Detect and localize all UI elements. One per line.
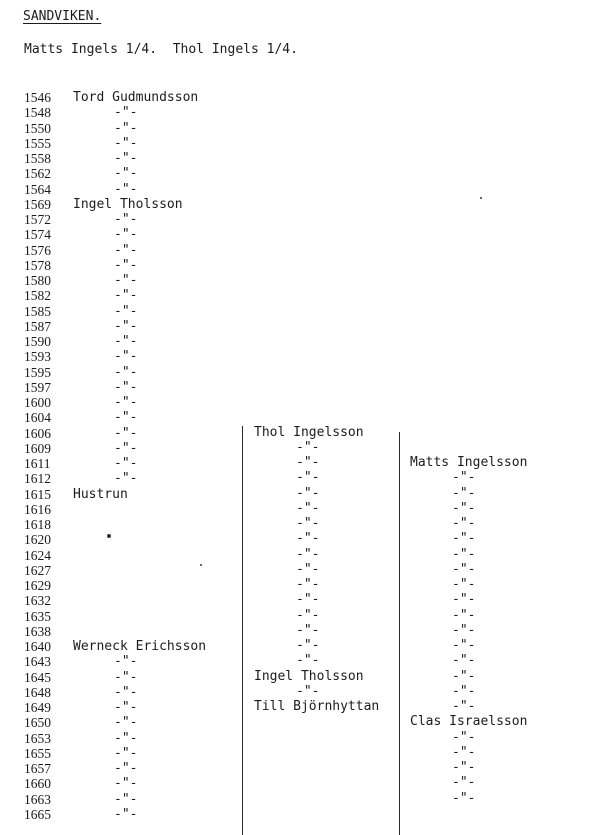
ditto-mark: -"- — [452, 592, 476, 608]
ditto-mark: -"- — [114, 410, 138, 426]
column-divider-1 — [242, 426, 243, 835]
ditto-mark: -"- — [452, 561, 476, 577]
year-entry: 1663 — [24, 791, 51, 807]
year-entry: 1655 — [24, 745, 51, 761]
year-entry: 1620 — [24, 532, 51, 548]
year-entry: 1649 — [24, 700, 51, 715]
ditto-mark: -"- — [114, 242, 138, 258]
ditto-mark: -"- — [114, 334, 138, 349]
year-entry: 1645 — [24, 669, 51, 685]
year-entry: 1657 — [24, 761, 51, 776]
ditto-mark: -"- — [452, 683, 476, 699]
ditto-mark: -"- — [296, 500, 320, 516]
ditto-mark: -"- — [114, 776, 138, 792]
year-entry: 1580 — [24, 273, 51, 288]
ditto-mark: -"- — [452, 470, 476, 486]
year-entry: 1562 — [24, 166, 51, 182]
year-entry: 1618 — [24, 517, 51, 532]
ditto-mark: -"- — [114, 181, 138, 197]
owner-name: Tord Gudmundsson — [73, 90, 199, 105]
year-entry: 1632 — [24, 593, 51, 609]
year-entry: 1600 — [24, 395, 51, 410]
ditto-mark: -"- — [452, 729, 476, 745]
ditto-mark: -"- — [296, 683, 320, 699]
year-entry: 1643 — [24, 654, 51, 670]
year-entry: 1574 — [24, 227, 51, 243]
year-entry: 1611 — [24, 456, 51, 471]
ditto-mark: -"- — [114, 166, 138, 182]
ditto-mark: -"- — [452, 531, 476, 547]
ditto-mark: -"- — [114, 227, 138, 243]
ditto-mark: -"- — [452, 744, 476, 760]
year-entry: 1587 — [24, 318, 51, 334]
ditto-mark: -"- — [296, 516, 320, 531]
ditto-mark: -"- — [114, 791, 138, 807]
year-entry: 1660 — [24, 776, 51, 792]
ditto-mark: -"- — [114, 120, 138, 136]
ditto-mark: -"- — [114, 715, 138, 731]
ditto-mark: -"- — [114, 379, 138, 395]
ditto-mark: -"- — [452, 775, 476, 791]
ownership-shares: Matts Ingels 1/4. Thol Ingels 1/4. — [24, 42, 298, 57]
ditto-mark: -"- — [296, 653, 320, 669]
ditto-mark: -"- — [114, 761, 138, 776]
year-entry: 1624 — [24, 547, 51, 563]
year-entry: 1627 — [24, 562, 51, 578]
year-entry: 1615 — [24, 486, 51, 502]
paper-speck — [200, 564, 202, 566]
ditto-mark: -"- — [452, 500, 476, 516]
ditto-mark: -"- — [452, 790, 476, 806]
ditto-mark: -"- — [296, 577, 320, 592]
ditto-mark: -"- — [452, 607, 476, 623]
year-entry: 1595 — [24, 364, 51, 380]
year-entry: 1629 — [24, 578, 51, 593]
ditto-mark: -"- — [296, 439, 320, 455]
year-entry: 1582 — [24, 288, 51, 304]
ditto-mark: -"- — [114, 456, 138, 471]
year-entry: 1606 — [24, 425, 51, 441]
owner-name: Werneck Erichsson — [73, 639, 207, 654]
year-entry: 1665 — [24, 806, 51, 822]
ditto-mark: -"- — [114, 700, 138, 715]
year-entry: 1604 — [24, 410, 51, 426]
ditto-mark: -"- — [114, 105, 138, 121]
year-entry: 1546 — [24, 90, 51, 105]
paper-speck — [107, 534, 111, 538]
owner-name: Matts Ingelsson — [410, 455, 528, 470]
ditto-mark: -"- — [452, 668, 476, 684]
ditto-mark: -"- — [452, 653, 476, 669]
year-entry: 1640 — [24, 639, 51, 654]
ditto-mark: -"- — [114, 349, 138, 365]
ditto-mark: -"- — [296, 622, 320, 638]
ditto-mark: -"- — [114, 440, 138, 456]
owner-name: Till Björnhyttan — [254, 699, 380, 714]
ditto-mark: -"- — [114, 303, 138, 319]
ditto-mark: -"- — [114, 273, 138, 288]
year-entry: 1635 — [24, 608, 51, 624]
ditto-mark: -"- — [452, 516, 476, 531]
ditto-mark: -"- — [452, 485, 476, 501]
ditto-mark: -"- — [114, 318, 138, 334]
ditto-mark: -"- — [114, 669, 138, 685]
year-entry: 1609 — [24, 440, 51, 456]
ditto-mark: -"- — [296, 592, 320, 608]
year-entry: 1576 — [24, 242, 51, 258]
ditto-mark: -"- — [296, 485, 320, 501]
ditto-mark: -"- — [296, 638, 320, 653]
year-entry: 1558 — [24, 151, 51, 166]
ditto-mark: -"- — [114, 395, 138, 410]
ditto-mark: -"- — [114, 654, 138, 670]
ditto-mark: -"- — [452, 760, 476, 775]
ditto-mark: -"- — [296, 546, 320, 562]
ditto-mark: -"- — [452, 638, 476, 653]
ditto-mark: -"- — [114, 212, 138, 227]
ditto-mark: -"- — [114, 135, 138, 151]
year-entry: 1653 — [24, 730, 51, 746]
ditto-mark: -"- — [114, 684, 138, 700]
ditto-mark: -"- — [114, 745, 138, 761]
ditto-mark: -"- — [452, 577, 476, 592]
column-divider-2 — [399, 432, 400, 835]
year-entry: 1564 — [24, 181, 51, 197]
ditto-mark: -"- — [296, 455, 320, 470]
year-entry: 1569 — [24, 196, 51, 212]
owner-name: Hustrun — [73, 486, 128, 502]
ditto-mark: -"- — [114, 257, 138, 273]
ditto-mark: -"- — [452, 622, 476, 638]
ditto-mark: -"- — [114, 364, 138, 380]
ditto-mark: -"- — [296, 531, 320, 547]
owner-name: Thol Ingelsson — [254, 424, 364, 440]
ditto-mark: -"- — [296, 561, 320, 577]
ditto-mark: -"- — [114, 471, 138, 487]
year-entry: 1648 — [24, 684, 51, 700]
year-entry: 1616 — [24, 501, 51, 517]
year-entry: 1590 — [24, 334, 51, 349]
document-title: SANDVIKEN. — [23, 9, 102, 24]
ditto-mark: -"- — [296, 470, 320, 486]
year-entry: 1585 — [24, 303, 51, 319]
year-entry: 1612 — [24, 471, 51, 487]
year-entry: 1548 — [24, 105, 51, 121]
year-entry: 1638 — [24, 623, 51, 639]
ditto-mark: -"- — [114, 425, 138, 441]
year-entry: 1550 — [24, 120, 51, 136]
ditto-mark: -"- — [296, 607, 320, 623]
owner-name: Clas Israelsson — [410, 714, 528, 730]
ditto-mark: -"- — [452, 699, 476, 714]
year-entry: 1597 — [24, 379, 51, 395]
year-entry: 1650 — [24, 715, 51, 731]
year-entry: 1555 — [24, 135, 51, 151]
ditto-mark: -"- — [114, 730, 138, 746]
ditto-mark: -"- — [114, 806, 138, 822]
owner-name: Ingel Tholsson — [73, 196, 183, 212]
ditto-mark: -"- — [114, 288, 138, 304]
year-entry: 1578 — [24, 257, 51, 273]
owner-name: Ingel Tholsson — [254, 668, 364, 684]
paper-speck — [480, 197, 482, 199]
year-entry: 1593 — [24, 349, 51, 365]
ditto-mark: -"- — [114, 151, 138, 166]
year-entry: 1572 — [24, 212, 51, 227]
ditto-mark: -"- — [452, 546, 476, 562]
